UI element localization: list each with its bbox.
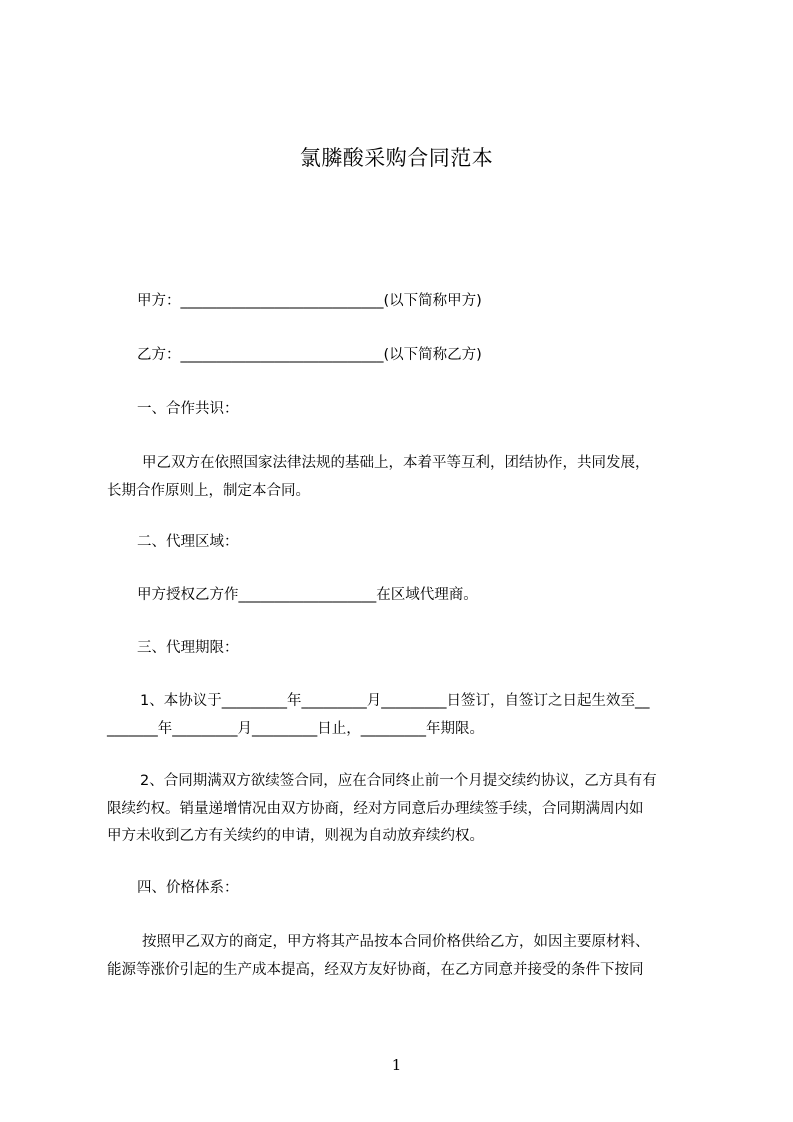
consensus-paragraph-line-1: 甲乙双方在依照国家法律法规的基础上，本着平等互利，团结协作，共同发展， bbox=[142, 455, 650, 471]
page-number: 1 bbox=[391, 1056, 402, 1074]
section-heading-pricing: 四、价格体系： bbox=[137, 880, 239, 896]
term-clause-2-line-1: 2、合同期满双方欲续签合同，应在合同终止前一个月提交续约协议，乙方具有有 bbox=[140, 773, 657, 789]
pricing-paragraph-line-2: 能源等涨价引起的生产成本提高，经双方友好协商，在乙方同意并接受的条件下按同 bbox=[107, 962, 644, 978]
pricing-paragraph-line-1: 按照甲乙双方的商定，甲方将其产品按本合同价格供给乙方，如因主要原材料、 bbox=[142, 934, 650, 950]
term-clause-2-line-3: 甲方未收到乙方有关续约的申请，则视为自动放弃续约权。 bbox=[107, 828, 484, 844]
section-heading-term: 三、代理期限： bbox=[137, 640, 239, 656]
region-paragraph: 甲方授权乙方作___________________在区域代理商。 bbox=[137, 587, 478, 603]
term-clause-1-line-1: 1、本协议于_________年_________月_________日签订，自签订之日起生效至__ bbox=[140, 693, 650, 709]
document-title: 氯膦酸采购合同范本 bbox=[299, 146, 494, 170]
consensus-paragraph-line-2: 长期合作原则上，制定本合同。 bbox=[107, 483, 310, 499]
section-heading-region: 二、代理区域： bbox=[137, 534, 239, 550]
term-clause-2-line-2: 限续约权。销量递增情况由双方协商，经对方同意后办理续签手续，合同期满周内如 bbox=[107, 801, 644, 817]
party-b-line: 乙方：____________________________(以下简称乙方) bbox=[137, 347, 482, 363]
term-clause-1-line-2: _______年_________月_________日止，_________年期限。 bbox=[107, 721, 484, 737]
party-a-line: 甲方：____________________________(以下简称甲方) bbox=[137, 293, 482, 309]
section-heading-consensus: 一、合作共识： bbox=[137, 401, 239, 417]
